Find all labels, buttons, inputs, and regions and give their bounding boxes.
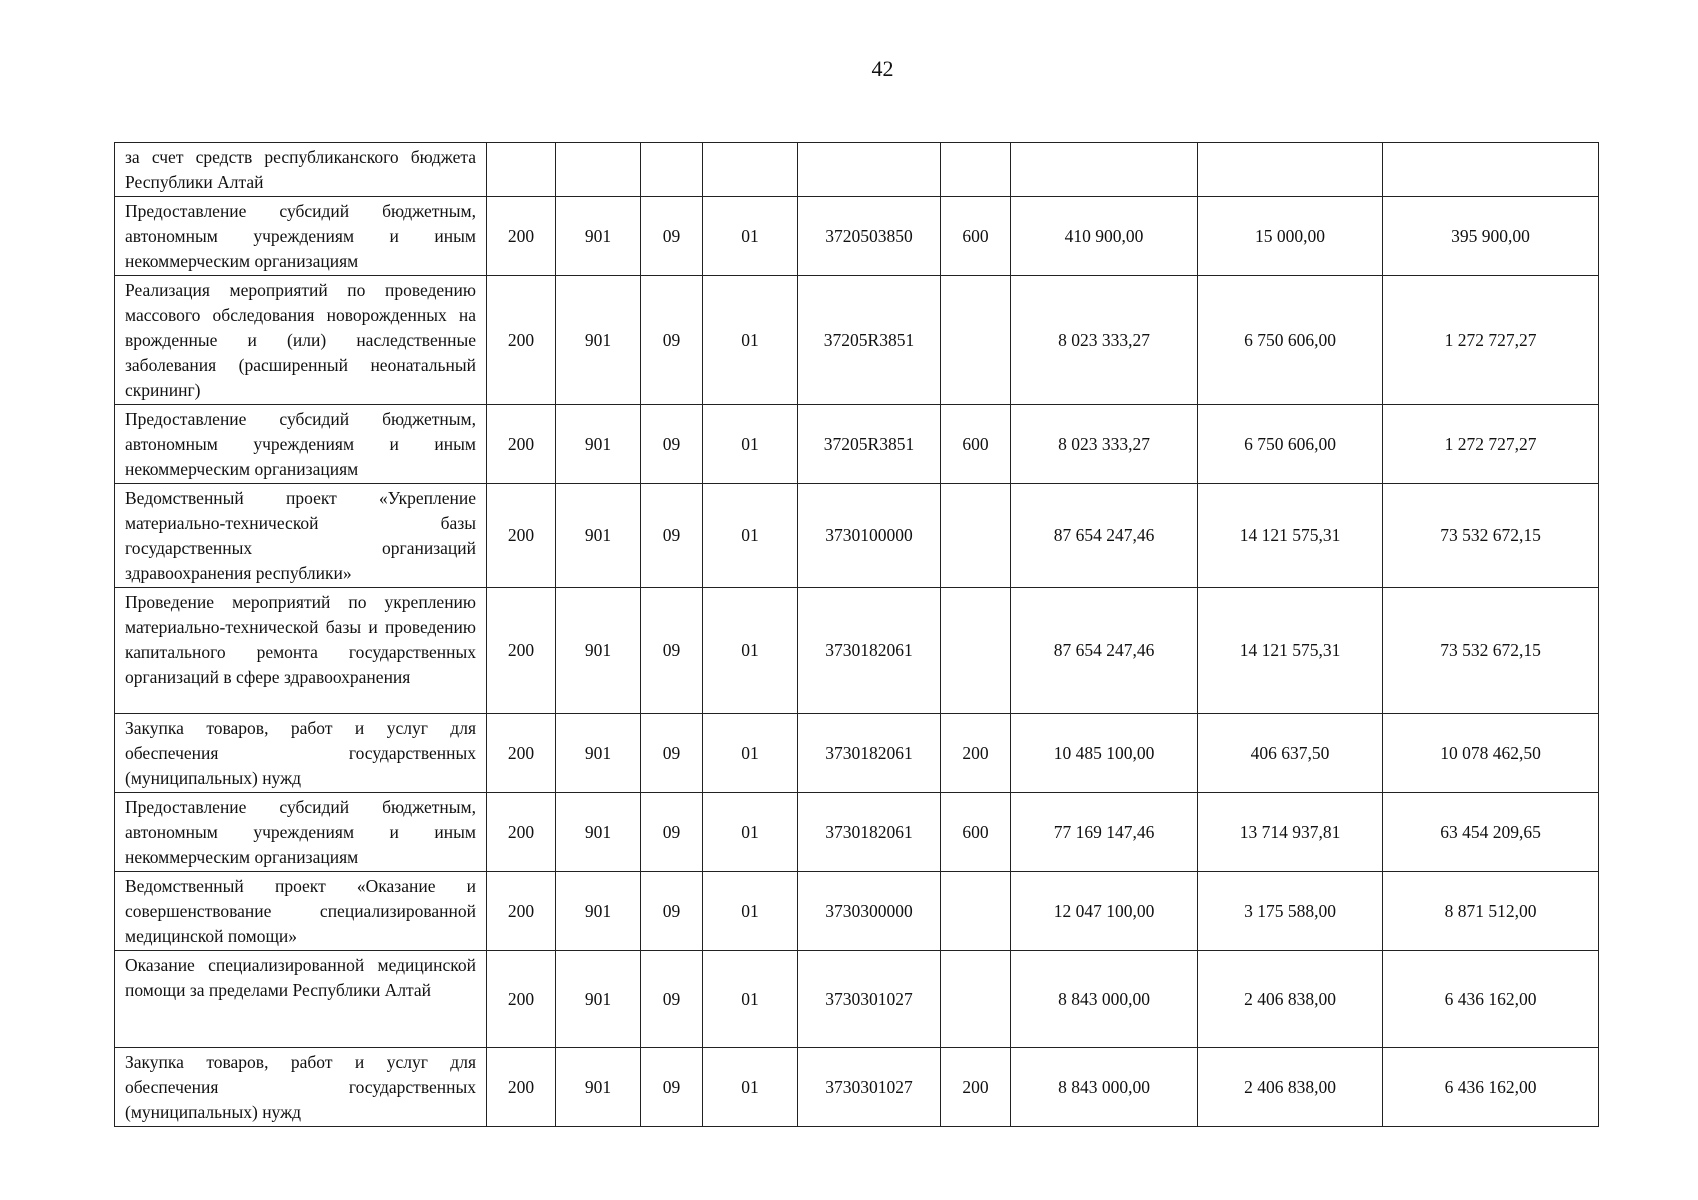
- target-article-code: 3730301027: [798, 951, 941, 1048]
- section-code: 200: [487, 484, 556, 588]
- ministry-code: 901: [556, 714, 641, 793]
- regional-amount: 8 871 512,00: [1383, 872, 1599, 951]
- regional-amount: 73 532 672,15: [1383, 484, 1599, 588]
- table-row: [115, 872, 1599, 951]
- target-article-code: 3730300000: [798, 872, 941, 951]
- division-code: 09: [641, 1048, 703, 1127]
- federal-amount: 6 750 606,00: [1198, 276, 1383, 405]
- target-article-code: 3730182061: [798, 588, 941, 714]
- federal-amount: 2 406 838,00: [1198, 951, 1383, 1048]
- regional-amount: 63 454 209,65: [1383, 793, 1599, 872]
- target-article-code: 37205R3851: [798, 405, 941, 484]
- target-article-code: 3720503850: [798, 197, 941, 276]
- row-description: Закупка товаров, работ и услуг для обеспечения государственных (муниципальных) нужд: [115, 1048, 487, 1127]
- table-row: [115, 1048, 1599, 1127]
- ministry-code: 901: [556, 484, 641, 588]
- subdivision-code: [703, 143, 798, 197]
- regional-amount: 10 078 462,50: [1383, 714, 1599, 793]
- division-code: 09: [641, 951, 703, 1048]
- expense-type-code: [941, 951, 1011, 1048]
- expense-type-code: [941, 143, 1011, 197]
- table-row: [115, 405, 1599, 484]
- federal-amount: 406 637,50: [1198, 714, 1383, 793]
- ministry-code: 901: [556, 793, 641, 872]
- expense-type-code: [941, 276, 1011, 405]
- row-description: Ведомственный проект «Укрепление материально-технической базы государственных организаций здравоохранения республики»: [115, 484, 487, 588]
- section-code: 200: [487, 714, 556, 793]
- subdivision-code: 01: [703, 484, 798, 588]
- regional-amount: 395 900,00: [1383, 197, 1599, 276]
- total-amount: 12 047 100,00: [1011, 872, 1198, 951]
- total-amount: 8 843 000,00: [1011, 1048, 1198, 1127]
- target-article-code: 3730301027: [798, 1048, 941, 1127]
- table-row: [115, 714, 1599, 793]
- row-description: Реализация мероприятий по проведению массового обследования новорожденных на врожденные и (или) наследственные заболевания (расширенный неонатальный скрининг): [115, 276, 487, 405]
- table-row: [115, 588, 1599, 714]
- expense-type-code: 600: [941, 405, 1011, 484]
- expense-type-code: 600: [941, 793, 1011, 872]
- table-row: [115, 276, 1599, 405]
- row-description: за счет средств республиканского бюджета Республики Алтай: [115, 143, 487, 197]
- target-article-code: 3730182061: [798, 714, 941, 793]
- table-row: [115, 951, 1599, 1048]
- ministry-code: 901: [556, 405, 641, 484]
- table-row: [115, 143, 1599, 197]
- regional-amount: 1 272 727,27: [1383, 405, 1599, 484]
- division-code: 09: [641, 872, 703, 951]
- ministry-code: 901: [556, 872, 641, 951]
- federal-amount: 14 121 575,31: [1198, 588, 1383, 714]
- total-amount: 8 023 333,27: [1011, 276, 1198, 405]
- division-code: 09: [641, 793, 703, 872]
- ministry-code: 901: [556, 588, 641, 714]
- expense-type-code: [941, 588, 1011, 714]
- ministry-code: 901: [556, 197, 641, 276]
- page-number: 42: [871, 56, 894, 81]
- row-description: Ведомственный проект «Оказание и совершенствование специализированной медицинской помощи»: [115, 872, 487, 951]
- subdivision-code: 01: [703, 405, 798, 484]
- expense-type-code: [941, 872, 1011, 951]
- division-code: 09: [641, 197, 703, 276]
- section-code: 200: [487, 588, 556, 714]
- regional-amount: 73 532 672,15: [1383, 588, 1599, 714]
- federal-amount: 6 750 606,00: [1198, 405, 1383, 484]
- ministry-code: 901: [556, 1048, 641, 1127]
- total-amount: 87 654 247,46: [1011, 588, 1198, 714]
- division-code: 09: [641, 588, 703, 714]
- federal-amount: [1198, 143, 1383, 197]
- total-amount: 77 169 147,46: [1011, 793, 1198, 872]
- subdivision-code: 01: [703, 872, 798, 951]
- expense-type-code: [941, 484, 1011, 588]
- regional-amount: 6 436 162,00: [1383, 1048, 1599, 1127]
- subdivision-code: 01: [703, 793, 798, 872]
- total-amount: 8 843 000,00: [1011, 951, 1198, 1048]
- regional-amount: 1 272 727,27: [1383, 276, 1599, 405]
- total-amount: 10 485 100,00: [1011, 714, 1198, 793]
- ministry-code: [556, 143, 641, 197]
- total-amount: [1011, 143, 1198, 197]
- total-amount: 87 654 247,46: [1011, 484, 1198, 588]
- expense-type-code: 600: [941, 197, 1011, 276]
- federal-amount: 13 714 937,81: [1198, 793, 1383, 872]
- expense-type-code: 200: [941, 1048, 1011, 1127]
- ministry-code: 901: [556, 951, 641, 1048]
- target-article-code: 37205R3851: [798, 276, 941, 405]
- division-code: [641, 143, 703, 197]
- section-code: 200: [487, 793, 556, 872]
- federal-amount: 3 175 588,00: [1198, 872, 1383, 951]
- section-code: 200: [487, 197, 556, 276]
- section-code: 200: [487, 276, 556, 405]
- regional-amount: [1383, 143, 1599, 197]
- division-code: 09: [641, 276, 703, 405]
- subdivision-code: 01: [703, 951, 798, 1048]
- table-row: [115, 793, 1599, 872]
- table-row: [115, 197, 1599, 276]
- subdivision-code: 01: [703, 588, 798, 714]
- row-description: Предоставление субсидий бюджетным, автономным учреждениям и иным некоммерческим организациям: [115, 793, 487, 872]
- division-code: 09: [641, 714, 703, 793]
- row-description: Закупка товаров, работ и услуг для обеспечения государственных (муниципальных) нужд: [115, 714, 487, 793]
- division-code: 09: [641, 484, 703, 588]
- row-description: Оказание специализированной медицинской помощи за пределами Республики Алтай: [115, 951, 487, 1048]
- federal-amount: 2 406 838,00: [1198, 1048, 1383, 1127]
- section-code: 200: [487, 1048, 556, 1127]
- expense-type-code: 200: [941, 714, 1011, 793]
- table-row: [115, 484, 1599, 588]
- subdivision-code: 01: [703, 714, 798, 793]
- section-code: [487, 143, 556, 197]
- row-description: Предоставление субсидий бюджетным, автономным учреждениям и иным некоммерческим организациям: [115, 197, 487, 276]
- table-body: [115, 143, 1599, 1127]
- division-code: 09: [641, 405, 703, 484]
- total-amount: 410 900,00: [1011, 197, 1198, 276]
- subdivision-code: 01: [703, 1048, 798, 1127]
- section-code: 200: [487, 951, 556, 1048]
- regional-amount: 6 436 162,00: [1383, 951, 1599, 1048]
- subdivision-code: 01: [703, 276, 798, 405]
- section-code: 200: [487, 405, 556, 484]
- row-description: Проведение мероприятий по укреплению материально-технической базы и проведению капитального ремонта государственных организаций в сфере здравоохранения: [115, 588, 487, 714]
- target-article-code: [798, 143, 941, 197]
- total-amount: 8 023 333,27: [1011, 405, 1198, 484]
- budget-table: [114, 142, 1599, 1127]
- subdivision-code: 01: [703, 197, 798, 276]
- federal-amount: 14 121 575,31: [1198, 484, 1383, 588]
- section-code: 200: [487, 872, 556, 951]
- row-description: Предоставление субсидий бюджетным, автономным учреждениям и иным некоммерческим организациям: [115, 405, 487, 484]
- target-article-code: 3730100000: [798, 484, 941, 588]
- ministry-code: 901: [556, 276, 641, 405]
- target-article-code: 3730182061: [798, 793, 941, 872]
- federal-amount: 15 000,00: [1198, 197, 1383, 276]
